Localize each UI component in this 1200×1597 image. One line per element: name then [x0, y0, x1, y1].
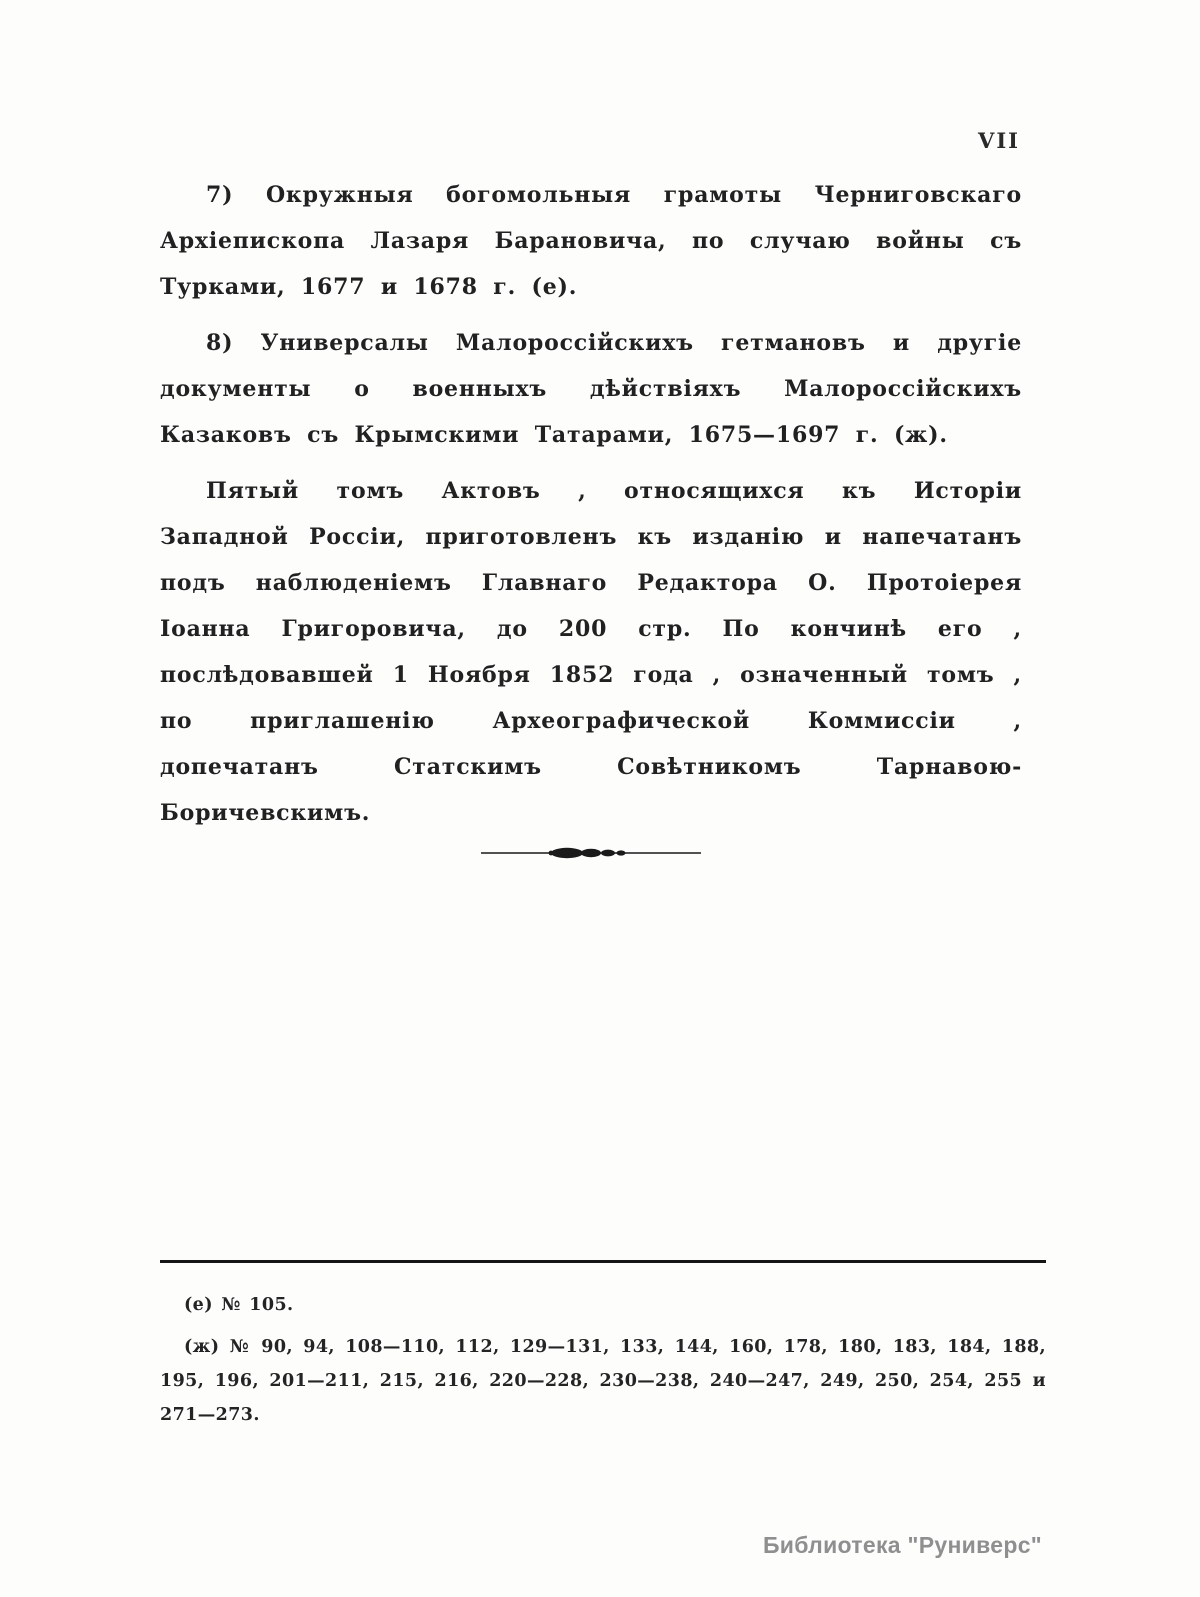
paragraph-item-8: 8) Универсалы Малороссійскихъ гетмановъ и другіе документы о военныхъ дѣйствіяхъ Малороссійскихъ Казаковъ съ Крымскими Татарами, 1675—1697 г. (ж). — [160, 330, 1022, 448]
paragraph-item-7: 7) Окружныя богомольныя грамоты Черниговскаго Архіепископа Лазаря Барановича, по случаю войны съ Турками, 1677 и 1678 г. (е). — [160, 182, 1022, 300]
paragraph-fifth-volume: Пятый томъ Актовъ , относящихся къ Исторіи Западной Россіи, приготовленъ къ изданію и напечатанъ подъ наблюденіемъ Главнаго Редактора О. Протоіерея Іоанна Григоровича, до 200 стр. По кончинѣ его , послѣдовавшей 1 Ноября 1852 года , означенный томъ , по приглашенію Археографической Коммиссіи , допечатанъ Статскимъ Совѣтникомъ Тарнавою-Боричевскимъ. — [160, 478, 1022, 826]
footnotes-block — [160, 1288, 1046, 1440]
section-divider — [160, 842, 1022, 861]
library-watermark: Библиотека "Руниверс" — [762, 1532, 1042, 1558]
footnote-item-zh: (ж) № 90, 94, 108—110, 112, 129—131, 133, 144, 160, 178, 180, 183, 184, 188, 195, 196, 201—211, 215, 216, 220—228, 230—238, 240—247, 249, 250, 254, 255 и 271—273. — [160, 1337, 1046, 1425]
page-number: VII — [978, 128, 1020, 153]
footnote-item-e: (е) № 105. — [184, 1295, 294, 1315]
divider-ornament-icon — [481, 845, 701, 861]
footnote-separator-rule — [160, 1260, 1046, 1263]
main-text-block — [160, 172, 1022, 846]
